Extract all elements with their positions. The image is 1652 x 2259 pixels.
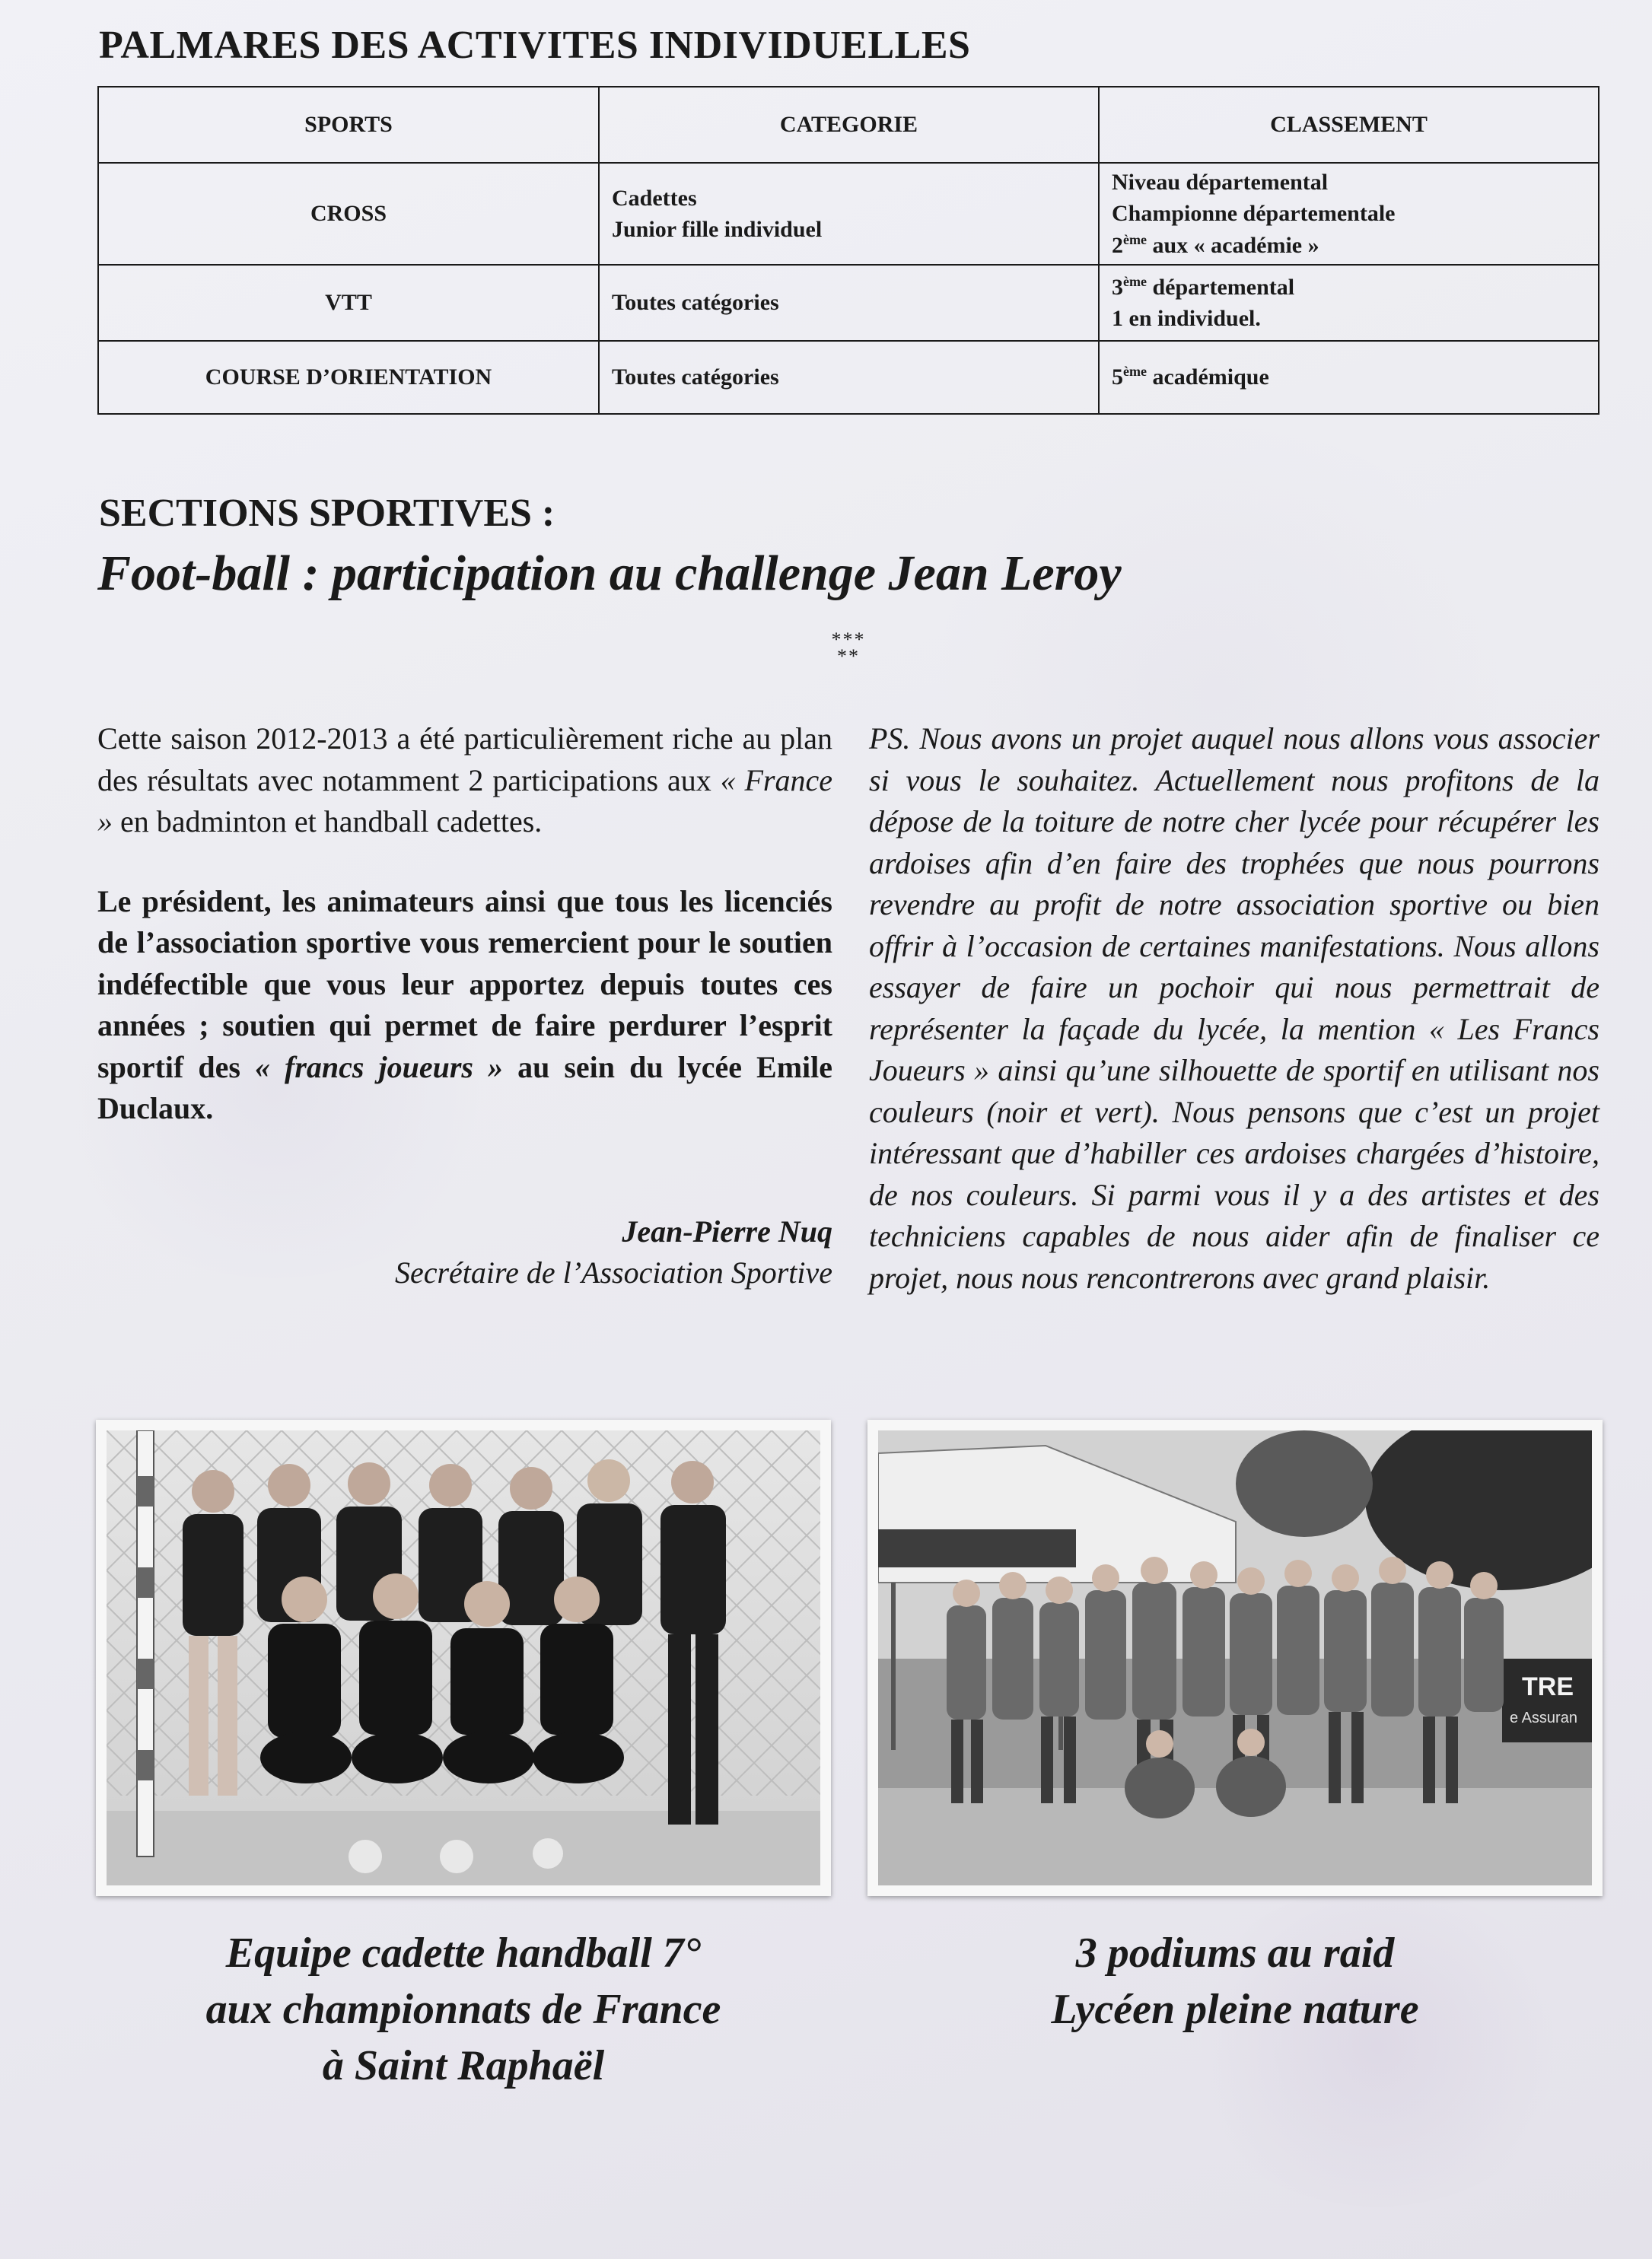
right-column [869, 718, 1599, 1299]
caption-line: Lycéen pleine nature [1051, 1986, 1419, 2033]
classement-cell [1099, 341, 1599, 414]
table-row [98, 341, 1599, 414]
palmares-heading: PALMARES DES ACTIVITES INDIVIDUELLES [99, 24, 971, 67]
football-subtitle: Foot-ball : participation au challenge Jean Leroy [97, 546, 1122, 601]
sport-cell: VTT [98, 265, 599, 341]
stars-top: *** [831, 628, 866, 651]
categorie-cell [599, 265, 1099, 341]
classement-line: 5ème académique [1112, 364, 1269, 390]
sport-cell: COURSE D’ORIENTATION [98, 341, 599, 414]
signature-name: Jean-Pierre Nuq [622, 1214, 832, 1249]
caption-line: 3 podiums au raid [1075, 1930, 1395, 1977]
header-categorie: CATEGORIE [599, 87, 1099, 163]
classement-line: 1 en individuel. [1112, 306, 1261, 331]
categorie-line: Toutes catégories [612, 290, 779, 316]
banner-subtext: e Assuran [1510, 1710, 1577, 1726]
classement-cell [1099, 265, 1599, 341]
caption-line: à Saint Raphaël [322, 2042, 605, 2089]
categorie-cell [599, 163, 1099, 265]
star-separator [807, 628, 890, 667]
banner-text: TRE [1522, 1672, 1574, 1701]
season-paragraph: Cette saison 2012-2013 a été particulièrement riche au plan des résultats avec notamment 2 participations aux « France » en badminton et handball cadettes. [97, 721, 832, 838]
classement-line: 2ème aux « académie » [1112, 231, 1319, 258]
palmares-table [97, 86, 1599, 415]
table-row [98, 265, 1599, 341]
table-header-row [98, 87, 1599, 163]
caption-line: aux championnats de France [205, 1986, 721, 2033]
categorie-line: Cadettes [612, 185, 697, 211]
thanks-paragraph: Le président, les animateurs ainsi que tous les licenciés de l’association sportive vous remercient pour le soutien indéfectible que vous leur apportez depuis toutes ces années ; soutien qui permet de faire perdurer l’esprit sportif des « francs joueurs » au sein du lycée Emile Duclaux. [97, 883, 832, 1125]
classement-line: Niveau départemental [1112, 169, 1329, 195]
header-sports: SPORTS [98, 87, 599, 163]
handball-team-photo [96, 1420, 831, 1896]
categorie-line: Toutes catégories [612, 364, 779, 390]
classement-line: 3ème départemental [1112, 273, 1295, 300]
caption-line: Equipe cadette handball 7° [225, 1930, 702, 1977]
header-classement: CLASSEMENT [1099, 87, 1599, 163]
left-column [97, 718, 832, 1130]
signature-role: Secrétaire de l’Association Sportive [394, 1255, 832, 1290]
sections-title: SECTIONS SPORTIVES : [99, 492, 555, 535]
raid-podium-image [878, 1430, 1592, 1885]
handball-caption [96, 1925, 831, 2094]
classement-cell [1099, 163, 1599, 265]
categorie-cell [599, 341, 1099, 414]
raid-caption [867, 1925, 1603, 2038]
sport-cell: CROSS [98, 163, 599, 265]
stars-bottom: ** [837, 645, 860, 667]
raid-podium-photo [867, 1420, 1603, 1896]
table-row [98, 163, 1599, 265]
categorie-line: Junior fille individuel [612, 217, 823, 242]
signature [97, 1211, 832, 1293]
ps-paragraph: PS. Nous avons un projet auquel nous allons vous associer si vous le souhaitez. Actuellement nous profitons de la dépose de la toiture de notre cher lycée pour récupérer les ardoises afin d’en faire des trophées que nous pourrons revendre au profit de notre association sportive ou bien offrir à l’occasion de certaines manifestations. Nous allons essayer de faire un pochoir qui nous permettrait de représenter la façade du lycée, la mention « Les Francs Joueurs » ainsi qu’une silhouette de sportif en utilisant nos couleurs (noir et vert). Nous pensons que c’est un projet intéressant que d’habiller ces ardoises chargées d’histoire, de nos couleurs. Si parmi vous il y a des artistes et des techniciens capables de nous aider afin de finaliser ce projet, nous nous rencontrerons avec grand plaisir. [869, 721, 1599, 1295]
classement-line: Championne départementale [1112, 201, 1396, 227]
handball-team-image [107, 1430, 820, 1885]
